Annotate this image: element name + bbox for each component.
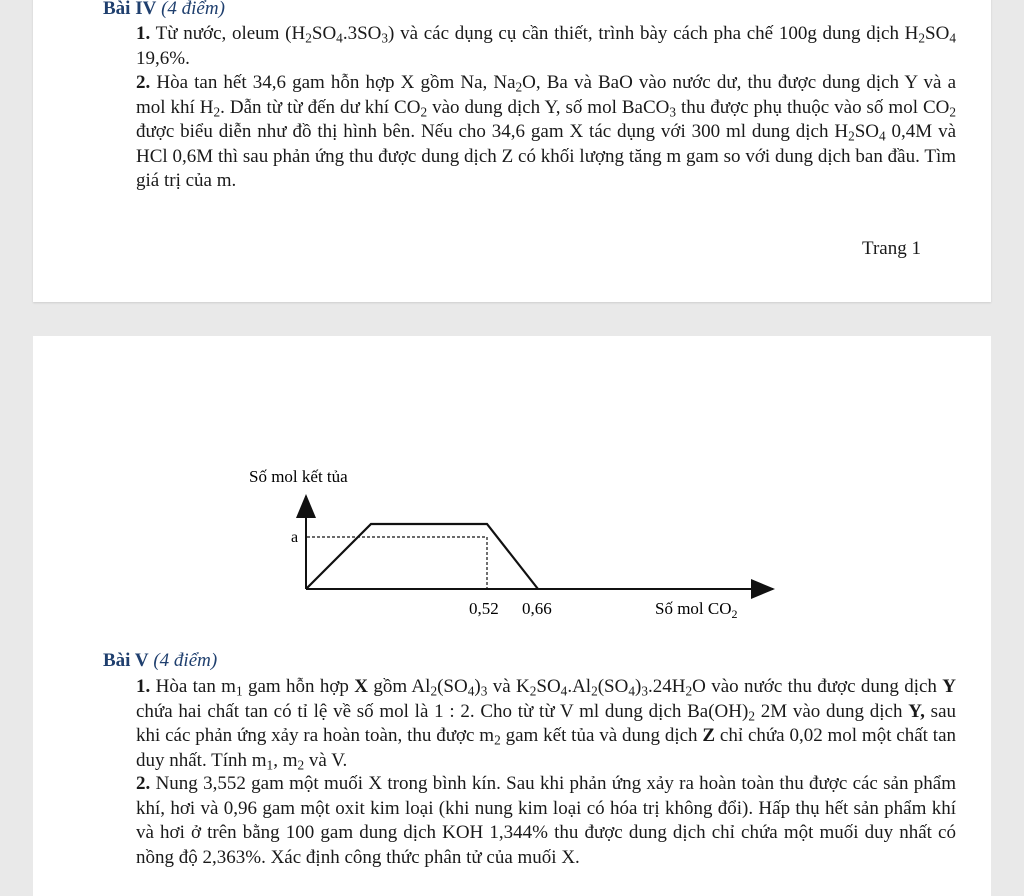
document-page-1 [33, 0, 991, 302]
data-series-line [306, 524, 538, 589]
x-axis-label: Số mol $CO_2$ [655, 599, 738, 621]
y-axis-label: Số mol kết tủa [249, 467, 348, 486]
precipitate-graph [33, 336, 991, 636]
question-v-2: 2. Nung 3,552 gam một muối X trong bình kín. Sau khi phản ứng xảy ra hoàn toàn thu được các sản phẩm khí, hơi và 0,96 gam một oxit kim loại (khi nung kim loại có hóa trị không đổi). Hấp thụ hết sản phẩm khí và hơi ở trên bằng 100 gam dung dịch KOH 1,344% thu được dung dịch chỉ chứa một muối duy nhất có nồng độ 2,363%. Xác định công thức phân tử của muối X. [136, 773, 957, 868]
x-tick-label-052: 0,52 [469, 599, 499, 618]
section-heading-bai-iv: Bài IV (4 điểm) [103, 0, 225, 19]
y-tick-label-a: a [291, 529, 299, 546]
question-v-1: 1. Hòa $\tan m_1$ gam hỗn hợp X gồm $Al_2(SO_4)_3$ và $K_2SO_4.Al_2(SO_4)_3.24H_2O$ vào nước thu được dung dịch Y chứa hai chất tan có tỉ lệ về số mol là 1 : 2. Cho từ từ V ml dung dịch $Ba(OH)_2$ 2M vào dung dịch Y, sau khi các phản ứng xảy ra hoàn toàn, thu được $m_2$ gam kết tủa và dung dịch Z chỉ chứa 0,02 mol một chất tan duy nhất. Tính $m_1$, $m_2$ và V. [136, 676, 957, 772]
question-iv-1: 1. Từ nước, oleum $(H_2SO_4.3SO_3)$ và các dụng cụ cần thiết, trình bày cách pha chế 100g dung dịch $H_2SO_4$ 19,6%. [136, 23, 956, 69]
section-heading-bai-v: Bài V (4 điểm) [103, 650, 218, 671]
x-tick-label-066: 0,66 [522, 599, 552, 618]
document-page-2 [33, 336, 991, 896]
page-number: Trang 1 [862, 238, 921, 259]
question-iv-2: 2. Hòa tan hết 34,6 gam hỗn hợp X gồm Na, $Na_2O$, Ba và BaO vào nước dư, thu được dung dịch Y và a mol khí $H_2$. Dẫn từ từ đến dư khí $CO_2$ vào dung dịch Y, số mol BaCO$_3$ thu được phụ thuộc vào số mol $CO_2$ được biểu diễn như đồ thị hình bên. Nếu cho 34,6 gam X tác dụng với 300 ml dung dịch $H_2SO_4$ 0,4M và HCl 0,6M thì sau phản ứng thu được dung dịch Z có khối lượng tăng m gam so với dung dịch ban đầu. Tìm giá trị của m. [136, 72, 957, 191]
